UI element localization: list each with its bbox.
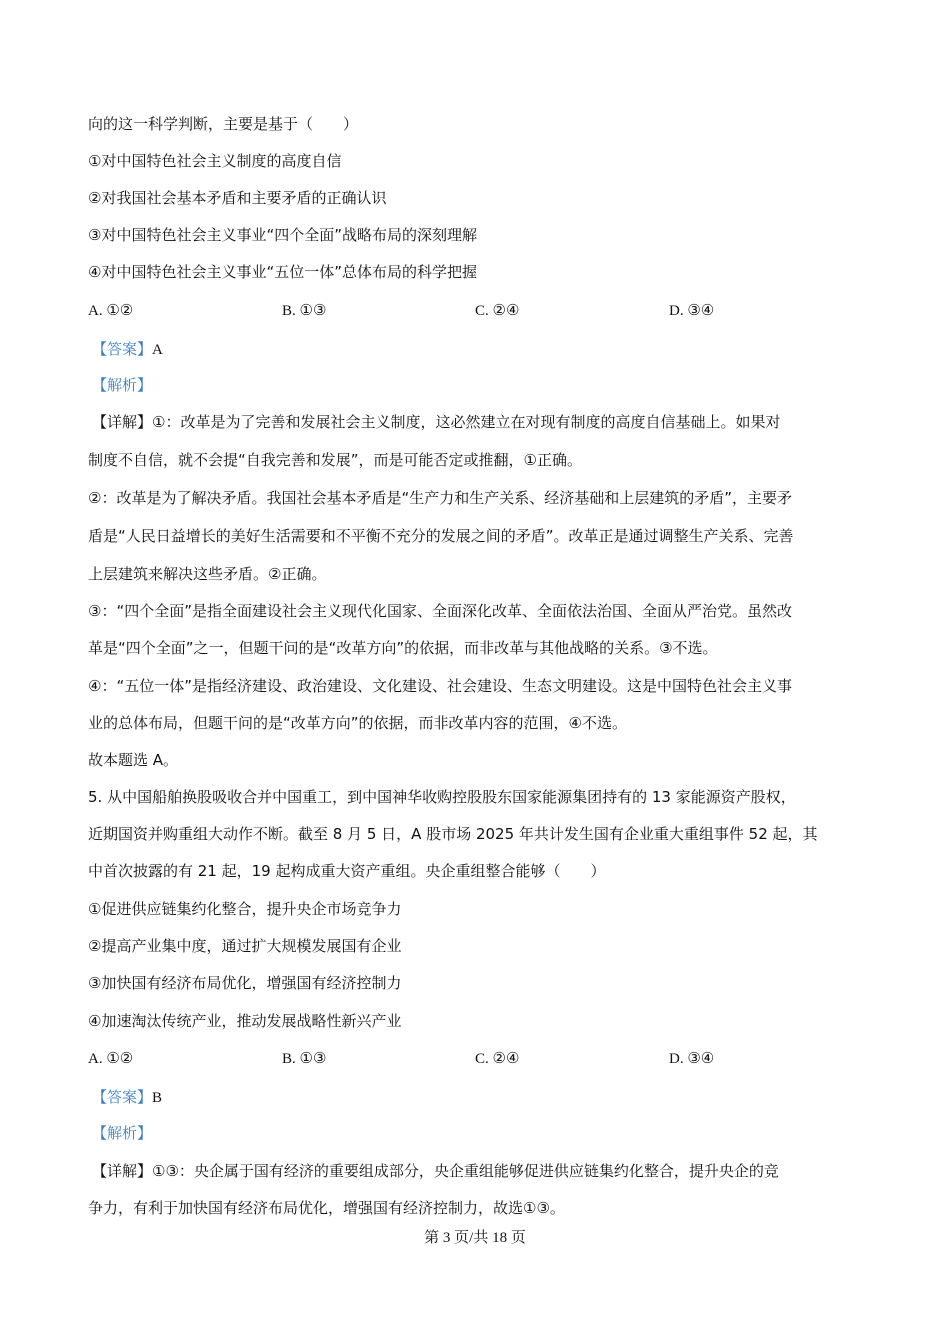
q4-item-3: ③对中国特色社会主义事业“四个全面”战略布局的深刻理解	[88, 226, 477, 244]
q4-option-d: D. ③④	[669, 303, 715, 319]
q5-detail-line-2: 争力，有利于加快国有经济布局优化，增强国有经济控制力，故选①③。	[88, 1199, 565, 1217]
answer-label: 【答案】	[92, 1088, 153, 1106]
q4-detail-line-6: ③：“四个全面”是指全面建设社会主义现代化国家、全面深化改革、全面依法治国、全面从严治党。虽然改	[88, 602, 792, 620]
q4-item-4: ④对中国特色社会主义事业“五位一体”总体布局的科学把握	[88, 263, 477, 281]
detail-label: 【详解】	[92, 1162, 153, 1180]
q5-option-c: C. ②④	[475, 1051, 520, 1067]
q4-option-a: A. ①②	[88, 303, 134, 319]
q5-stem-line-3: 中首次披露的有 21 起，19 起构成重大资产重组。央企重组整合能够（ ）	[88, 862, 606, 880]
q4-detail-line-5: 上层建筑来解决这些矛盾。②正确。	[88, 565, 327, 583]
answer-label: 【答案】	[92, 340, 153, 358]
page-number-footer: 第 3 页/共 18 页	[424, 1230, 526, 1246]
q5-item-2: ②提高产业集中度，通过扩大规模发展国有企业	[88, 937, 402, 955]
q4-answer	[92, 339, 163, 360]
q5-item-1: ①促进供应链集约化整合，提升央企市场竞争力	[88, 900, 402, 918]
q5-stem-line-2: 近期国资并购重组大动作不断。截至 8 月 5 日，A 股市场 2025 年共计发生国有企业重大重组事件 52 起，其	[88, 825, 818, 843]
answer-value: A	[152, 342, 163, 358]
q5-option-d: D. ③④	[669, 1051, 715, 1067]
q4-item-1: ①对中国特色社会主义制度的高度自信	[88, 152, 342, 170]
q4-option-c: C. ②④	[475, 303, 520, 319]
q4-detail-line-3: ②：改革是为了解决矛盾。我国社会基本矛盾是“生产力和生产关系、经济基础和上层建筑的矛盾”，主要矛	[88, 489, 792, 507]
q5-answer	[92, 1087, 162, 1108]
q5-detail-line-1: 【详解】①③：央企属于国有经济的重要组成部分，央企重组能够促进供应链集约化整合，提升央企的竞	[92, 1162, 779, 1180]
q4-stem-tail: 向的这一科学判断，主要是基于（ ）	[88, 115, 359, 133]
q5-item-4: ④加速淘汰传统产业，推动发展战略性新兴产业	[88, 1012, 402, 1030]
q5-stem-line-1: 5. 从中国船舶换股吸收合并中国重工，到中国神华收购控股股东国家能源集团持有的 13 家能源资产股权，	[88, 788, 796, 806]
q5-option-b: B. ①③	[282, 1051, 327, 1067]
q4-detail-line-7: 革是“四个全面”之一，但题干问的是“改革方向”的依据，而非改革与其他战略的关系。③不选。	[88, 639, 718, 657]
q5-analysis-label: 【解析】	[92, 1124, 153, 1142]
q5-item-3: ③加快国有经济布局优化，增强国有经济控制力	[88, 974, 402, 992]
q4-conclusion: 故本题选 A。	[88, 751, 179, 769]
q4-detail-line-4: 盾是“人民日益增长的美好生活需要和不平衡不充分的发展之间的矛盾”。改革正是通过调整生产关系、完善	[88, 527, 794, 545]
q4-detail-line-8: ④：“五位一体”是指经济建设、政治建设、文化建设、社会建设、生态文明建设。这是中国特色社会主义事	[88, 677, 792, 695]
q4-detail-line-2: 制度不自信，就不会提“自我完善和发展”，而是可能否定或推翻，①正确。	[88, 451, 582, 469]
q4-detail-line-9: 业的总体布局，但题干问的是“改革方向”的依据，而非改革内容的范围，④不选。	[88, 714, 627, 732]
q4-item-2: ②对我国社会基本矛盾和主要矛盾的正确认识	[88, 189, 387, 207]
detail-label: 【详解】	[92, 413, 153, 431]
q4-detail-line-1: 【详解】①：改革是为了完善和发展社会主义制度，这必然建立在对现有制度的高度自信基础上。如果对	[92, 413, 781, 431]
q5-option-a: A. ①②	[88, 1051, 134, 1067]
q4-analysis-label: 【解析】	[92, 376, 153, 394]
answer-value: B	[152, 1090, 163, 1106]
q4-option-b: B. ①③	[282, 303, 327, 319]
